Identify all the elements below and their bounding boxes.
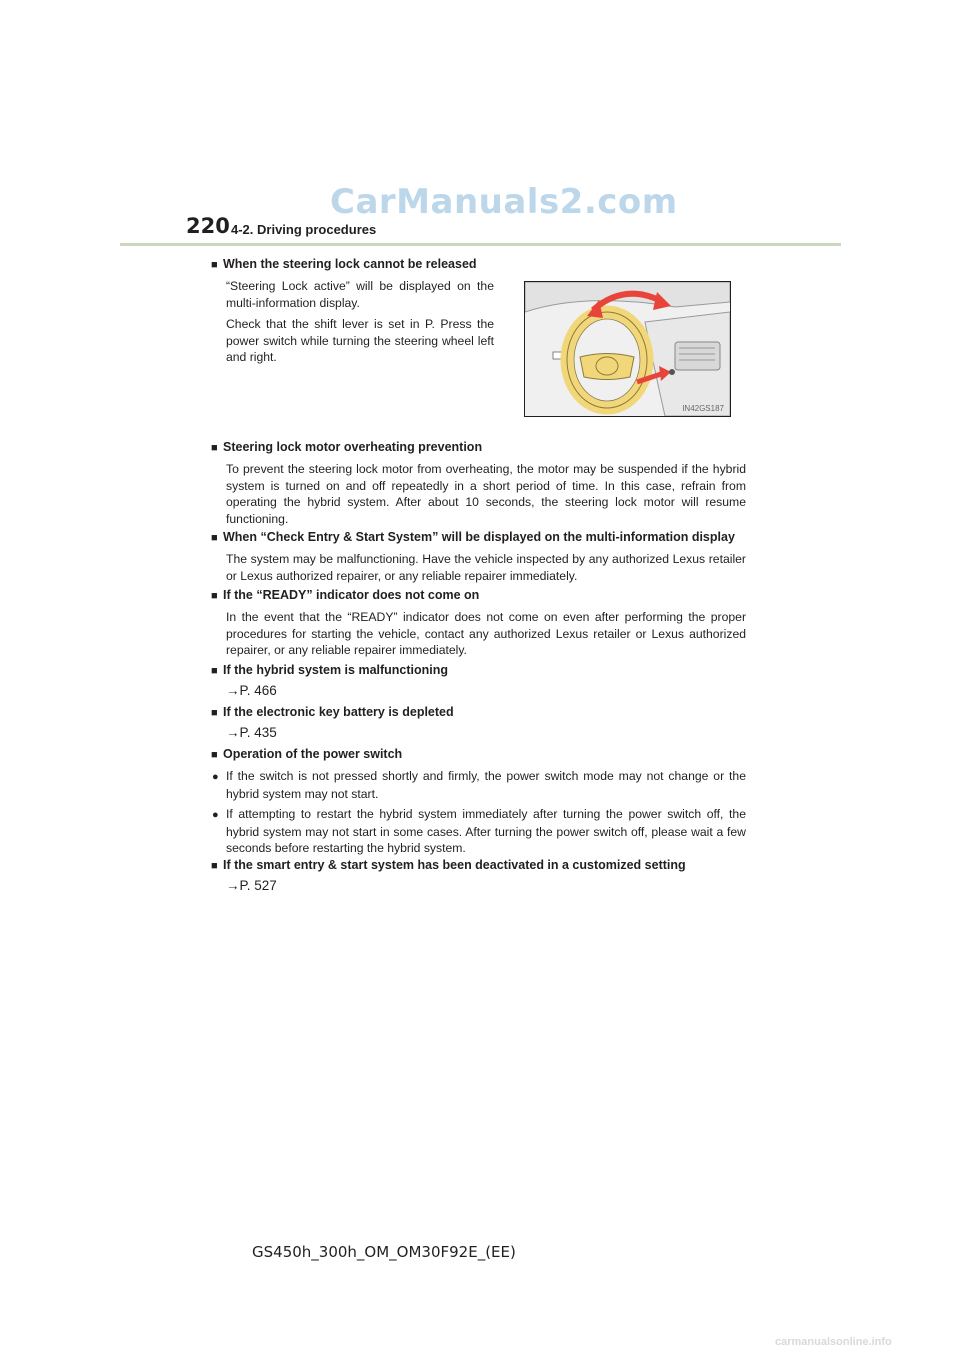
site-watermark: carmanualsonline.info [775,1336,892,1348]
heading-marker-icon: ■ [211,442,218,454]
page-reference-link[interactable]: →P. 527 [226,878,277,893]
bullet-icon: ● [212,771,219,783]
document-code: GS450h_300h_OM_OM30F92E_(EE) [252,1243,516,1261]
heading-marker-icon: ■ [211,860,218,872]
figure-code: IN42GS187 [682,404,724,413]
heading-text: If the smart entry & start system has been deactivated in a customized setting [223,858,686,872]
heading-marker-icon: ■ [211,532,218,544]
page-reference-link[interactable]: →P. 435 [226,725,277,740]
heading-power-switch-operation [211,747,402,761]
watermark-logo: CarManuals2.com [330,182,678,222]
heading-text: Steering lock motor overheating prevention [223,440,483,454]
bullet-icon: ● [212,809,219,821]
heading-text: When “Check Entry & Start System” will be displayed on the multi-information display [223,530,735,544]
heading-text: Operation of the power switch [223,747,403,761]
heading-text: If the hybrid system is malfunctioning [223,663,449,677]
bullet-text: If attempting to restart the hybrid system immediately after turning the power switch off, the hybrid system may not start in some cases. After turning the power switch off, please wait a few seconds before restarting the hybrid system. [226,807,746,855]
heading-hybrid-malfunction [211,663,448,677]
heading-marker-icon: ■ [211,707,218,719]
paragraph: Check that the shift lever is set in P. Press the power switch while turning the steering wheel left and right. [226,317,494,364]
page-reference-link[interactable]: →P. 466 [226,683,277,698]
section-title: 4-2. Driving procedures [231,222,377,237]
heading-smart-entry-deactivated [211,858,686,872]
heading-marker-icon: ■ [211,590,218,602]
bullet-item [212,806,746,857]
heading-steering-lock-release [211,257,477,271]
heading-marker-icon: ■ [211,665,218,677]
heading-text: If the “READY” indicator does not come on [223,588,480,602]
steering-wheel-figure [524,281,731,417]
page-number: 220 [186,214,230,238]
heading-key-battery [211,705,454,719]
paragraph: To prevent the steering lock motor from overheating, the motor may be suspended if the hybrid system is turned on and off repeatedly in a short period of time. In this case, refrain from operating the hybrid system. After about 10 seconds, the steering lock motor will resume functioning. [226,462,746,526]
paragraph: “Steering Lock active” will be displayed on the multi-information display. [226,279,494,310]
heading-marker-icon: ■ [211,749,218,761]
heading-overheating-prevention [211,440,482,454]
heading-ready-indicator [211,588,479,602]
bullet-text: If the switch is not pressed shortly and firmly, the power switch mode may not change or the hybrid system may not start. [226,769,746,801]
paragraph: In the event that the “READY” indicator does not come on even after performing the proper procedures for starting the vehicle, contact any authorized Lexus retailer or Lexus authorized repairer, or any reliable repairer immediately. [226,610,746,657]
paragraph: The system may be malfunctioning. Have the vehicle inspected by any authorized Lexus retailer or Lexus authorized repairer, or any reliable repairer immediately. [226,552,746,583]
bullet-item [212,768,746,802]
heading-text: If the electronic key battery is depleted [223,705,454,719]
steering-wheel-turning-illustration-icon [525,282,730,416]
heading-marker-icon: ■ [211,259,218,271]
heading-text: When the steering lock cannot be released [223,257,477,271]
header-rule [120,243,841,246]
heading-check-entry-start [211,530,735,544]
